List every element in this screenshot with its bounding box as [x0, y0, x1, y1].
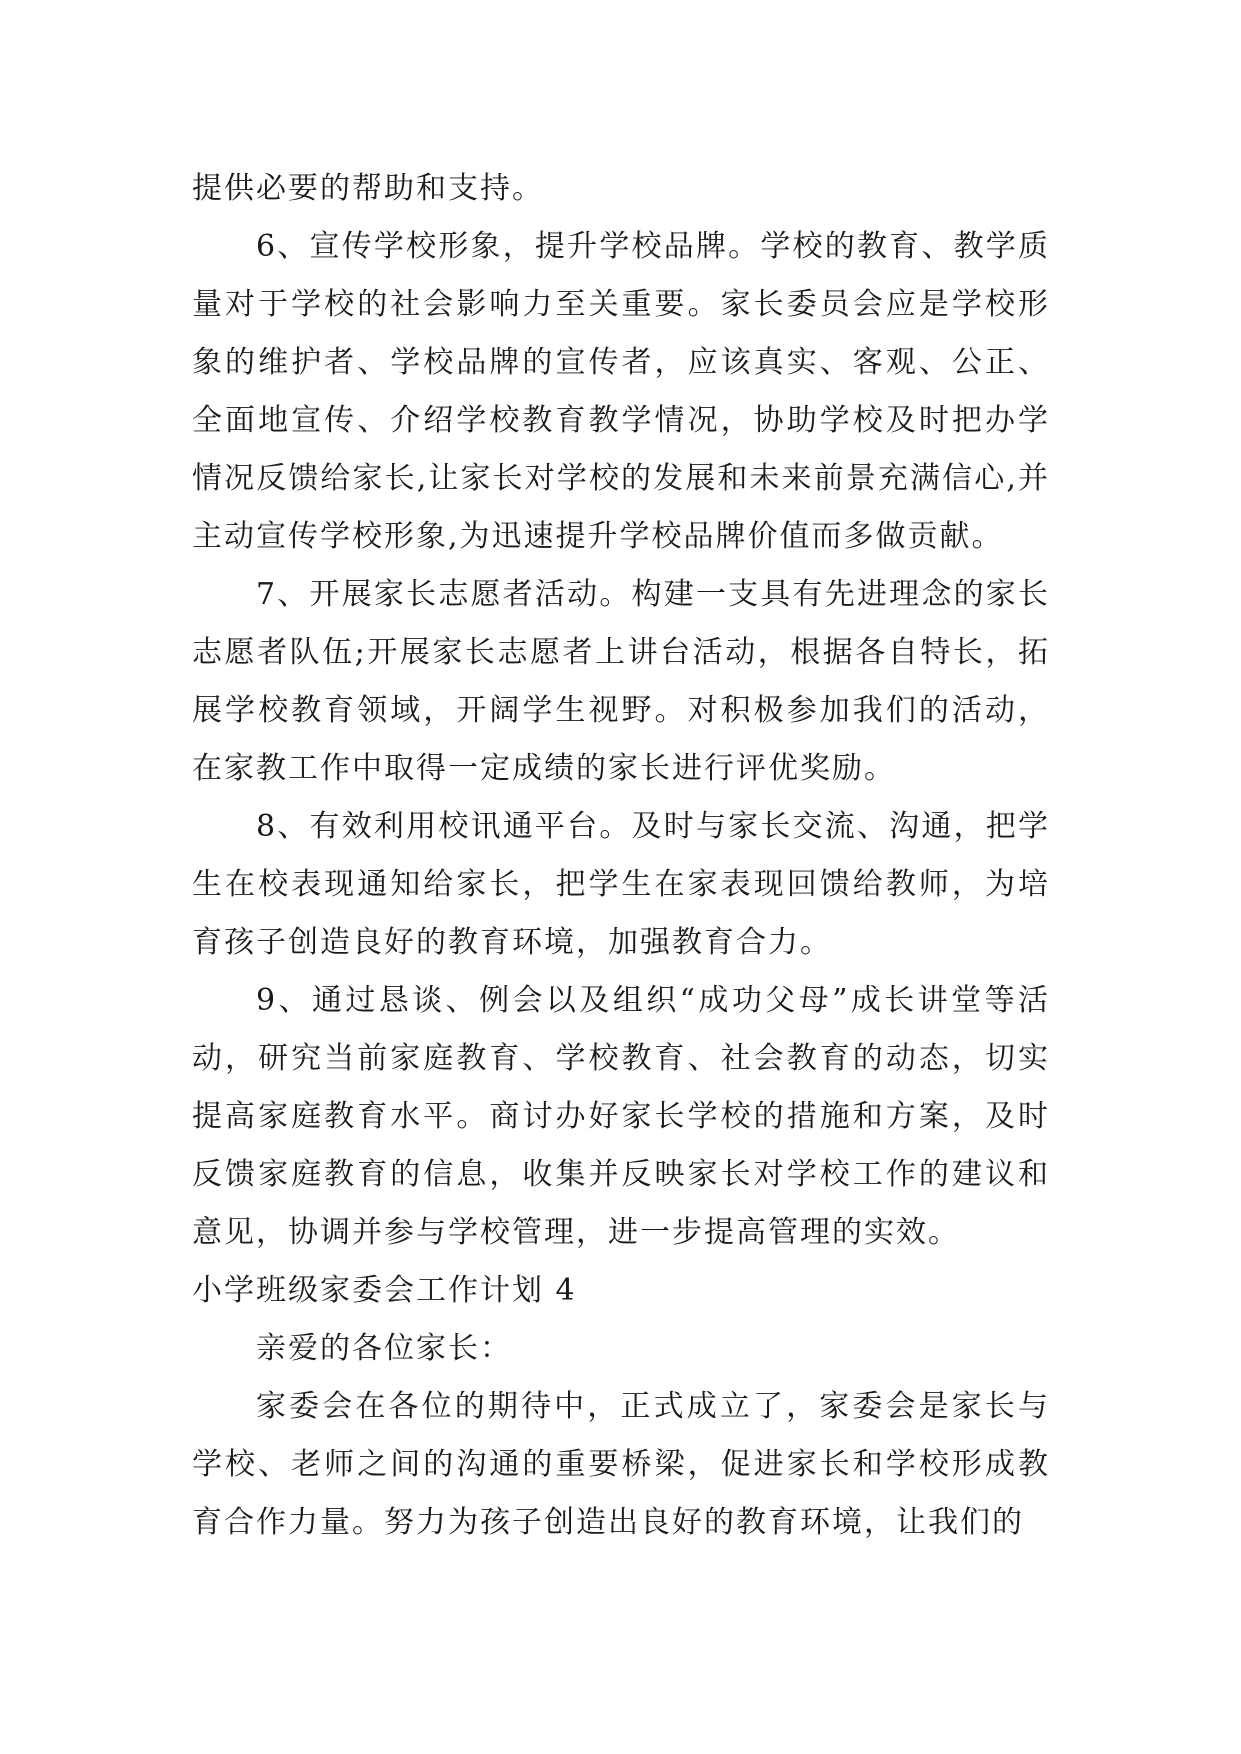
paragraph-item-6: 6、宣传学校形象，提升学校品牌。学校的教育、教学质量对于学校的社会影响力至关重要。家长委员会应是学校形象的维护者、学校品牌的宣传者，应该真实、客观、公正、全面地宣传、介绍学校教育教学情况，协助学校及时把办学情况反馈给家长,让家长对学校的发展和未来前景充满信心,并主动宣传学校形象,为迅速提升学校品牌价值而多做贡献。 — [192, 229, 1050, 554]
paragraph-item-8: 8、有效利用校讯通平台。及时与家长交流、沟通，把学生在校表现通知给家长，把学生在家表现回馈给教师，为培育孩子创造良好的教育环境，加强教育合力。 — [192, 809, 1050, 960]
paragraph-item-9: 9、通过恳谈、例会以及组织“成功父母”成长讲堂等活动，研究当前家庭教育、学校教育、社会教育的动态，切实提高家庭教育水平。商讨办好家长学校的措施和方案，及时反馈家庭教育的信息，收集并反映家长对学校工作的建议和意见，协调并参与学校管理，进一步提高管理的实效。 — [192, 983, 1050, 1250]
paragraph-intro: 家委会在各位的期待中，正式成立了，家委会是家长与学校、老师之间的沟通的重要桥梁，促进家长和学校形成教育合作力量。努力为孩子创造出良好的教育环境，让我们的 — [192, 1389, 1050, 1540]
paragraph-item-7: 7、开展家长志愿者活动。构建一支具有先进理念的家长志愿者队伍;开展家长志愿者上讲台活动，根据各自特长，拓展学校教育领域，开阔学生视野。对积极参加我们的活动，在家教工作中取得一定成绩的家长进行评优奖励。 — [192, 577, 1050, 786]
paragraph-support: 提供必要的帮助和支持。 — [192, 171, 544, 206]
greeting: 亲爱的各位家长： — [256, 1331, 512, 1366]
section-title: 小学班级家委会工作计划 4 — [192, 1273, 577, 1308]
document-body — [192, 160, 1050, 1552]
